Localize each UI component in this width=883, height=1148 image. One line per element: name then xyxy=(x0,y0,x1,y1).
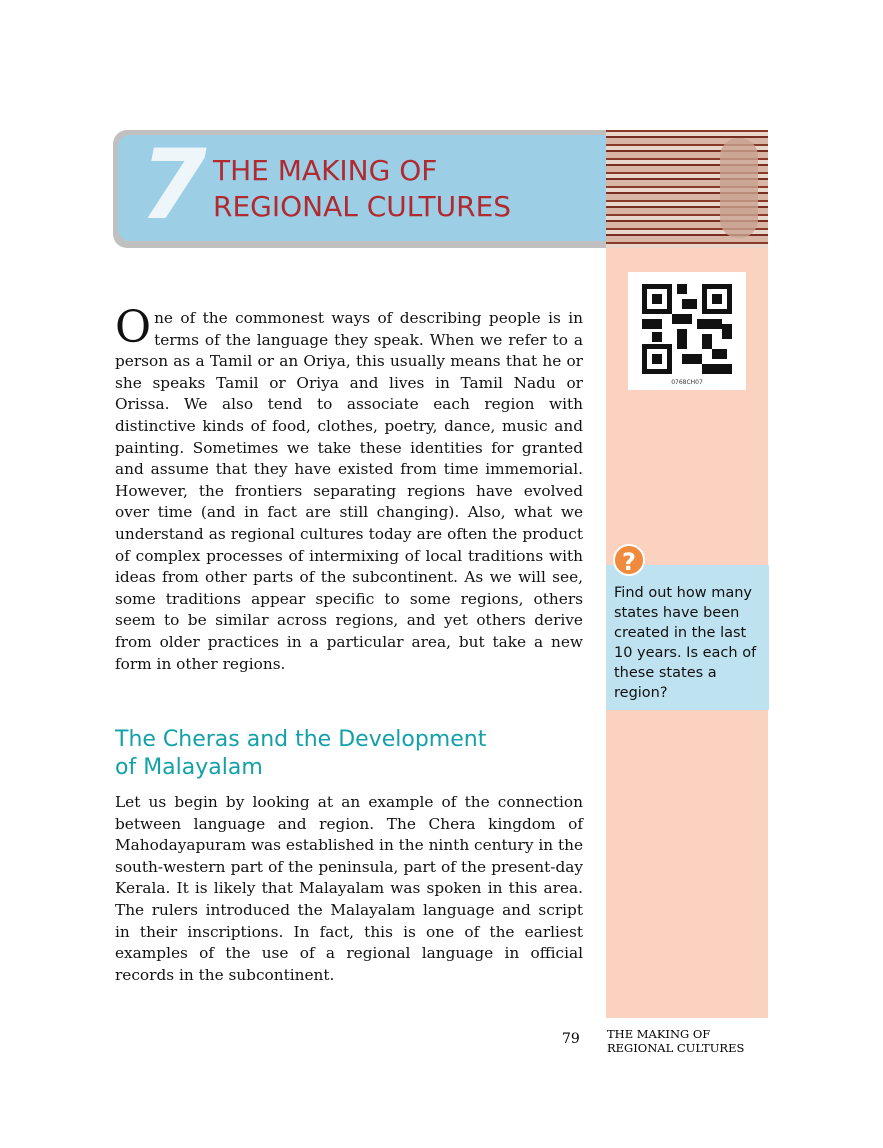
chapter-title: THE MAKING OF REGIONAL CULTURES xyxy=(213,154,512,223)
qr-code-icon xyxy=(642,284,732,374)
drop-cap: O xyxy=(115,302,152,353)
running-title: THE MAKING OF REGIONAL CULTURES xyxy=(607,1027,745,1055)
qr-code[interactable] xyxy=(628,272,746,390)
chapter-number: 7 xyxy=(140,129,207,241)
inscription-image xyxy=(606,130,768,248)
question-mark-icon: ? xyxy=(613,544,645,576)
section-paragraph: Let us begin by looking at an example of the connection between language and region. The Chera kingdom of Mahodayapuram was established in the ninth century in the south-western part of the peninsula, part of the present-day Kerala. It is likely that Malayalam was spoken in this area. The rulers introduced the Malayalam language and script in their inscriptions. In fact, this is one of the earliest examples of the use of a regional language in official records in the subcontinent. xyxy=(115,793,583,984)
question-text: Find out how many states have been created in the last 10 years. Is each of these states a region? xyxy=(614,585,757,701)
intro-paragraph: One of the commonest ways of describing people is in terms of the language they speak. When we refer to a person as a Tamil or an Oriya, this usually means that he or she speaks Tamil or Oriya and lives in Tamil Nadu or Orissa. We also tend to associate each region with distinctive kinds of food, clothes, poetry, dance, music and painting. Sometimes we take these identities for granted and assume that they have existed from time immemorial. However, the frontiers separating regions have evolved over time (and in fact are still changing). Also, what we understand as regional cultures today are often the product of complex processes of intermixing of local traditions with ideas from other parts of the subcontinent. As we will see, some traditions appear specific to some regions, others seem to be similar across regions, and yet others derive from older practices in a particular area, but take a new form in other regions. xyxy=(115,302,583,673)
chapter-header xyxy=(113,130,768,248)
section-heading: The Cheras and the Development of Malayalam xyxy=(115,727,487,780)
qr-code-label: 0768CH07 xyxy=(671,379,703,386)
page-number: 79 xyxy=(562,1031,580,1047)
